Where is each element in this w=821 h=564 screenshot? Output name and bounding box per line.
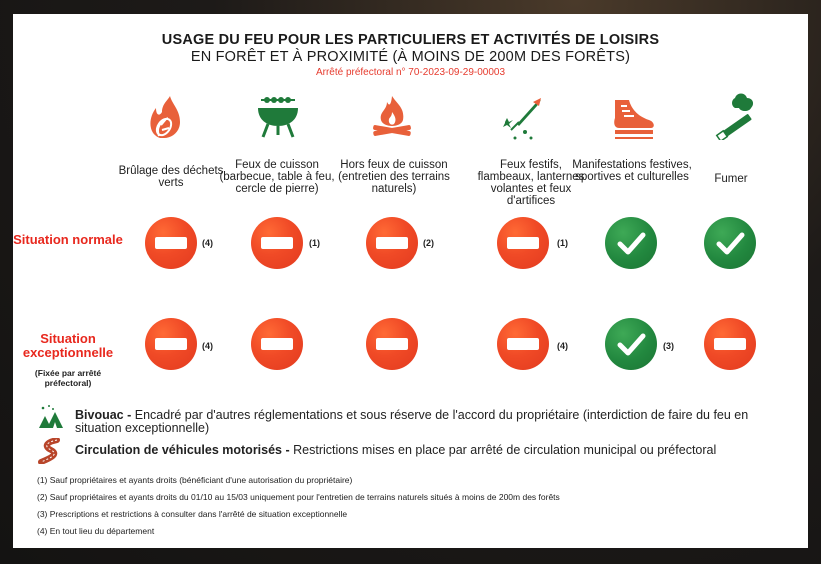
column-label: Brûlage des déchets verts bbox=[118, 165, 224, 189]
footnote-ref: (2) bbox=[423, 238, 434, 248]
footnote-2: (2) Sauf propriétaires et ayants droits du 01/10 au 15/03 uniquement pour l'entretien de terrains naturels situés à moins de 200m des forêts bbox=[37, 492, 560, 502]
footnote-ref: (3) bbox=[663, 341, 674, 351]
status-forbidden bbox=[145, 318, 197, 370]
footnote-ref: (4) bbox=[557, 341, 568, 351]
fire-usage-card bbox=[13, 14, 808, 548]
forbidden-bar-icon bbox=[261, 237, 293, 249]
cigarette-icon bbox=[709, 90, 759, 140]
column-label: Fumer bbox=[714, 173, 748, 185]
column-label: Manifestations festives, sportives et culturelles bbox=[572, 159, 692, 183]
status-forbidden bbox=[366, 318, 418, 370]
burning-leaves-icon bbox=[140, 94, 190, 144]
legend-bivouac-title: Bivouac - bbox=[75, 408, 132, 422]
status-forbidden bbox=[145, 217, 197, 269]
check-icon bbox=[605, 217, 657, 269]
row-label-exceptional: Situation exceptionnelle bbox=[22, 331, 114, 360]
page-title: USAGE DU FEU POUR LES PARTICULIERS ET ACTIVITÉS DE LOISIRS bbox=[161, 32, 660, 48]
forbidden-bar-icon bbox=[507, 237, 539, 249]
footnote-ref: (4) bbox=[202, 238, 213, 248]
forbidden-bar-icon bbox=[714, 338, 746, 350]
status-forbidden bbox=[251, 217, 303, 269]
status-allowed bbox=[605, 318, 657, 370]
status-forbidden bbox=[251, 318, 303, 370]
column-label: Hors feux de cuisson (entretien des terrains naturels) bbox=[338, 159, 450, 195]
check-icon bbox=[704, 217, 756, 269]
footnote-ref: (1) bbox=[309, 238, 320, 248]
footnote-ref: (4) bbox=[202, 341, 213, 351]
status-allowed bbox=[605, 217, 657, 269]
bivouac-tent-icon bbox=[37, 404, 63, 430]
status-forbidden bbox=[366, 217, 418, 269]
footnote-1: (1) Sauf propriétaires et ayants droits (bénéficiant d'une autorisation du propriétaire) bbox=[37, 475, 353, 485]
row-sub-exceptional: (Fixée par arrêté préfectoral) bbox=[34, 368, 102, 388]
winding-road-icon bbox=[37, 438, 63, 464]
column-label: Feux de cuisson (barbecue, table à feu, cercle de pierre) bbox=[219, 159, 335, 195]
footnote-4: (4) En tout lieu du département bbox=[37, 526, 155, 536]
forbidden-bar-icon bbox=[155, 338, 187, 350]
status-forbidden bbox=[497, 217, 549, 269]
legend-bivouac bbox=[75, 409, 775, 435]
status-forbidden bbox=[704, 318, 756, 370]
campfire-icon bbox=[367, 92, 417, 142]
column-label: Feux festifs, flambeaux, lanternes volantes et feux d'artifices bbox=[477, 159, 585, 207]
status-allowed bbox=[704, 217, 756, 269]
forbidden-bar-icon bbox=[155, 237, 187, 249]
firework-rocket-icon bbox=[497, 94, 547, 144]
row-label-normal: Situation normale bbox=[13, 232, 123, 247]
forbidden-bar-icon bbox=[376, 338, 408, 350]
decree-reference: Arrêté préfectoral n° 70-2023-09-29-00003 bbox=[315, 67, 506, 78]
status-forbidden bbox=[497, 318, 549, 370]
footnote-3: (3) Prescriptions et restrictions à consulter dans l'arrêté de situation exceptionnelle bbox=[37, 509, 348, 519]
legend-vehicles-title: Circulation de véhicules motorisés - bbox=[75, 443, 290, 457]
forbidden-bar-icon bbox=[507, 338, 539, 350]
check-icon bbox=[605, 318, 657, 370]
festival-shoe-icon bbox=[609, 94, 659, 144]
barbecue-icon bbox=[253, 90, 303, 140]
footnote-ref: (1) bbox=[557, 238, 568, 248]
legend-bivouac-text: Encadré par d'autres réglementations et sous réserve de l'accord du propriétaire (interdiction de faire du feu en situation exceptionnelle) bbox=[75, 408, 749, 435]
forbidden-bar-icon bbox=[376, 237, 408, 249]
legend-vehicles bbox=[75, 444, 775, 457]
forbidden-bar-icon bbox=[261, 338, 293, 350]
page-subtitle: EN FORÊT ET À PROXIMITÉ (À MOINS DE 200M DES FORÊTS) bbox=[190, 49, 631, 65]
legend-vehicles-text: Restrictions mises en place par arrêté de circulation municipal ou préfectoral bbox=[293, 443, 717, 457]
